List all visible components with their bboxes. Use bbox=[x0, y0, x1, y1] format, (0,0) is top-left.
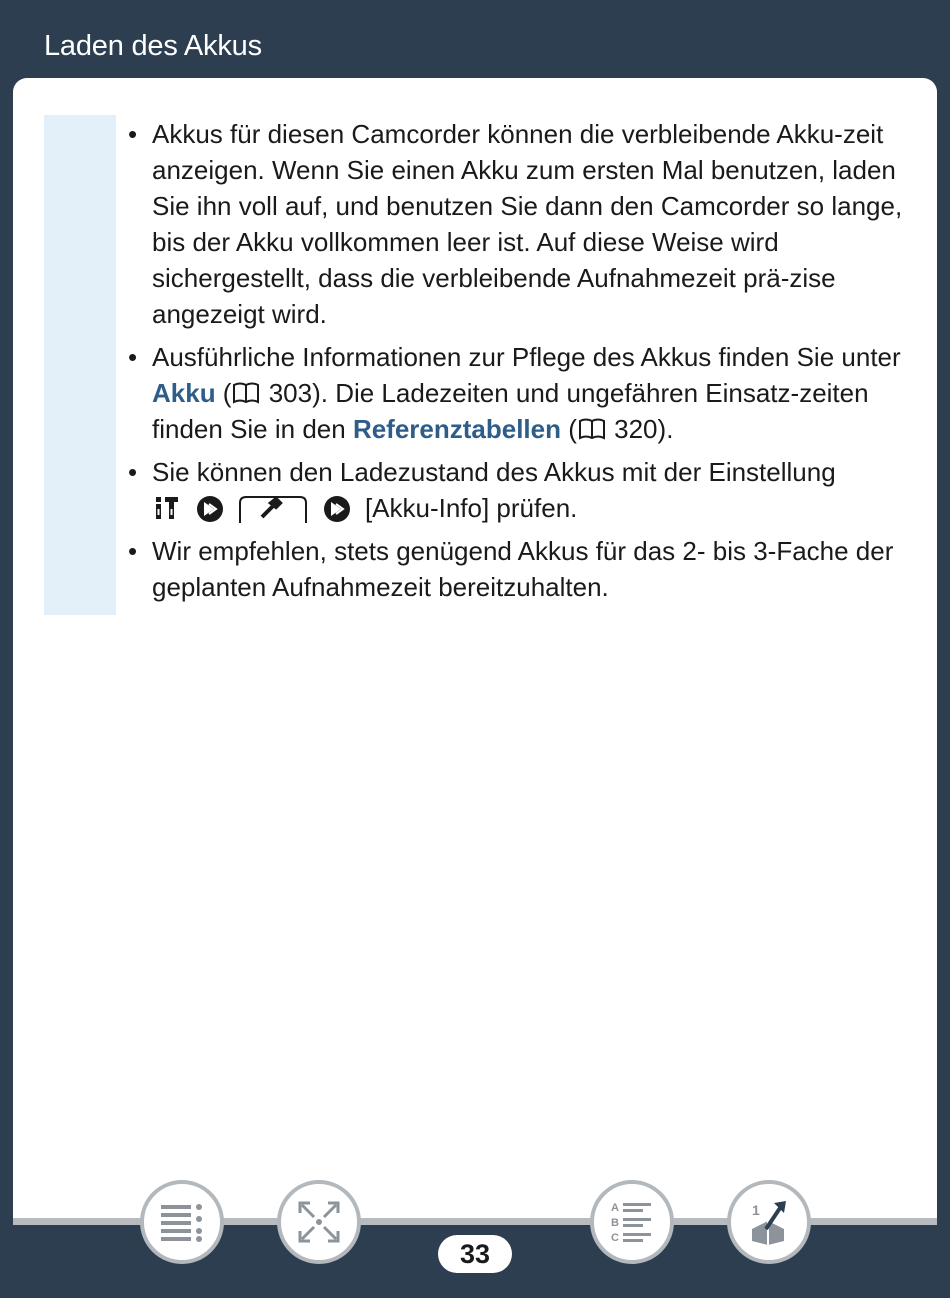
table-of-contents-icon bbox=[159, 1199, 205, 1245]
svg-text:C: C bbox=[611, 1232, 619, 1244]
bullet-icon: • bbox=[128, 119, 138, 149]
reference-tables-link[interactable]: Referenztabellen bbox=[352, 414, 562, 444]
bullet-text: Ausführliche Informationen zur Pflege des Akkus finden Sie unter bbox=[152, 342, 901, 372]
list-item bbox=[128, 116, 908, 332]
svg-text:A: A bbox=[611, 1202, 619, 1214]
setup-menu-icon bbox=[152, 495, 182, 523]
list-item bbox=[128, 454, 908, 526]
page-ref[interactable]: 303 bbox=[268, 378, 313, 408]
arrow-right-icon bbox=[322, 495, 352, 523]
page-number: 33 bbox=[438, 1235, 512, 1273]
table-of-contents-button[interactable] bbox=[140, 1180, 224, 1264]
bullet-icon: • bbox=[128, 457, 138, 487]
sidebar-highlight bbox=[44, 115, 116, 615]
index-button[interactable] bbox=[590, 1180, 674, 1264]
fit-screen-icon bbox=[296, 1199, 342, 1245]
bullet-text: Sie können den Ladezustand des Akkus mit der Einstellung bbox=[152, 457, 836, 487]
menu-setting: [Akku-Info] prüfen. bbox=[364, 493, 578, 523]
list-item bbox=[128, 533, 908, 605]
arrow-right-icon bbox=[195, 495, 225, 523]
header bbox=[0, 0, 950, 78]
akku-link[interactable]: Akku bbox=[152, 378, 216, 408]
index-icon bbox=[609, 1199, 655, 1245]
fit-screen-button[interactable] bbox=[277, 1180, 361, 1264]
list-item: • Ausführliche Informationen zur Pflege des Akkus finden Sie unter Akku ( 303). Die Ladezeiten und ungefähren Einsatz-zeiten finden Sie in den Referenztabellen ( 320). bbox=[128, 339, 908, 447]
page-ref[interactable]: 320 bbox=[614, 414, 658, 444]
page-title: Laden des Akkus bbox=[44, 30, 262, 62]
bullet-text: Wir empfehlen, stets genügend Akkus für das 2- bis 3-Fache der geplanten Aufnahmezeit bereitzuhalten. bbox=[152, 536, 894, 602]
step-back-icon bbox=[746, 1199, 792, 1245]
svg-text:B: B bbox=[611, 1217, 619, 1229]
bullet-text: Akkus für diesen Camcorder können die verbleibende Akku-zeit anzeigen. Wenn Sie einen Akku zum ersten Mal benutzen, laden Sie ihn voll auf, und benutzen Sie dann den Camcorder so lange, bis der Akku vollkommen leer ist. Auf diese Weise wird sichergestellt, dass die verbleibende Aufnahmezeit prä-zise angezeigt wird. bbox=[152, 119, 903, 329]
svg-text:1: 1 bbox=[752, 1202, 760, 1218]
bullet-text: ). bbox=[657, 414, 674, 444]
bullet-list bbox=[128, 116, 908, 612]
bullet-icon: • bbox=[128, 342, 138, 372]
bullet-icon: • bbox=[128, 536, 138, 566]
book-icon bbox=[232, 381, 260, 405]
step-back-button[interactable] bbox=[727, 1180, 811, 1264]
wrench-tab-icon bbox=[238, 495, 308, 523]
bullet-text: ). Die Ladezeiten und ungefähren Einsatz-zeiten finden Sie in den bbox=[152, 378, 869, 444]
book-icon bbox=[578, 417, 606, 441]
